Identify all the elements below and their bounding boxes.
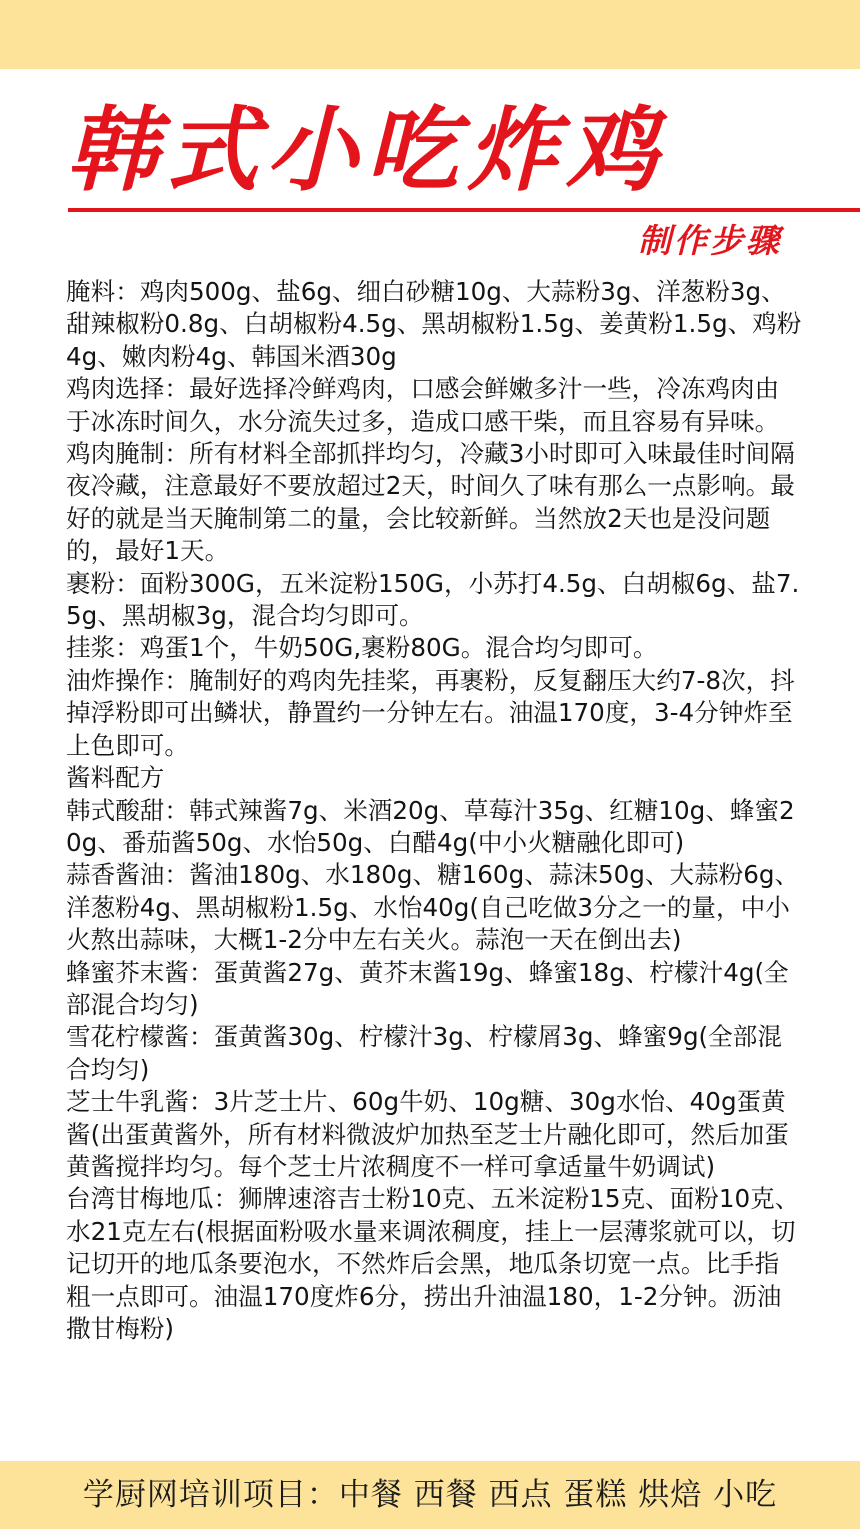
page-subtitle: 制作步骤 bbox=[638, 221, 782, 260]
sweet-sour-sauce-paragraph: 韩式酸甜：韩式辣酱7g、米酒20g、草莓汁35g、红糖10g、蜂蜜20g、番茄酱50g、水怡50g、白醋4g(中小火糖融化即可) bbox=[66, 795, 795, 857]
honey-mustard-paragraph: 蜂蜜芥末酱：蛋黄酱27g、黄芥末酱19g、蜂蜜18g、柠檬汁4g(全部混合均匀) bbox=[66, 957, 789, 1019]
marinade-paragraph: 腌料：鸡肉500g、盐6g、细白砂糖10g、大蒜粉3g、洋葱粉3g、甜辣椒粉0.8g、白胡椒粉4.5g、黑胡椒粉1.5g、姜黄粉1.5g、鸡粉4g、嫩肉粉4g、韩国米酒30g bbox=[66, 277, 802, 371]
garlic-soy-sauce-paragraph: 蒜香酱油：酱油180g、水180g、糖160g、蒜沫50g、大蒜粉6g、洋葱粉4g、黑胡椒粉1.5g、水怡40g(自己吃做3分之一的量，中小火熬出蒜味，大概1-2分中左右关火。蒜泡一天在倒出去) bbox=[66, 860, 800, 955]
top-banner-band bbox=[0, 0, 860, 69]
sauce-section-heading: 酱料配方 bbox=[66, 763, 165, 793]
page-title: 韩式小吃炸鸡 bbox=[66, 97, 667, 204]
sweet-potato-paragraph: 台湾甘梅地瓜：狮牌速溶吉士粉10克、五米淀粉15克、面粉10克、水21克左右(根据面粉吸水量来调浓稠度，挂上一层薄浆就可以，切记切开的地瓜条要泡水，不然炸后会黑，地瓜条切宽一点。比手指粗一点即可。油温170度炸6分，捞出升油温180，1-2分钟。沥油撒甘梅粉) bbox=[66, 1184, 800, 1343]
lemon-sauce-paragraph: 雪花柠檬酱：蛋黄酱30g、柠檬汁3g、柠檬屑3g、蜂蜜9g(全部混合均匀) bbox=[66, 1022, 782, 1084]
cheese-milk-sauce-paragraph: 芝士牛乳酱：3片芝士片、60g牛奶、10g糖、30g水怡、40g蛋黄酱(出蛋黄酱外，所有材料微波炉加热至芝士片融化即可，然后加蛋黄酱搅拌均匀。每个芝士片浓稠度不一样可拿适量牛奶调试) bbox=[66, 1087, 789, 1181]
title-divider bbox=[68, 208, 860, 212]
recipe-content bbox=[66, 276, 802, 1345]
chicken-selection-paragraph: 鸡肉选择：最好选择冷鲜鸡肉，口感会鲜嫩多汁一些，冷冻鸡肉由于冰冻时间久，水分流失过多，造成口感干柴，而且容易有异味。 bbox=[66, 374, 780, 436]
footer-text: 学厨网培训项目：中餐 西餐 西点 蛋糕 烘焙 小吃 bbox=[82, 1477, 778, 1513]
coating-powder-paragraph: 裹粉：面粉300G，五米淀粉150G，小苏打4.5g、白胡椒6g、盐7.5g、黑胡椒3g，混合均匀即可。 bbox=[66, 568, 800, 631]
frying-paragraph: 油炸操作：腌制好的鸡肉先挂桨，再裹粉，反复翻压大约7-8次，抖掉浮粉即可出鳞状，静置约一分钟左右。油温170度，3-4分钟炸至上色即可。 bbox=[66, 665, 795, 760]
batter-paragraph: 挂浆：鸡蛋1个，牛奶50G,裹粉80G。混合均匀即可。 bbox=[66, 633, 658, 663]
chicken-marinating-paragraph: 鸡肉腌制：所有材料全部抓拌均匀，冷藏3小时即可入味最佳时间隔夜冷藏，注意最好不要放超过2天，时间久了味有那么一点影响。最好的就是当天腌制第二的量，会比较新鲜。当然放2天也是没问题的，最好1天。 bbox=[66, 439, 795, 566]
